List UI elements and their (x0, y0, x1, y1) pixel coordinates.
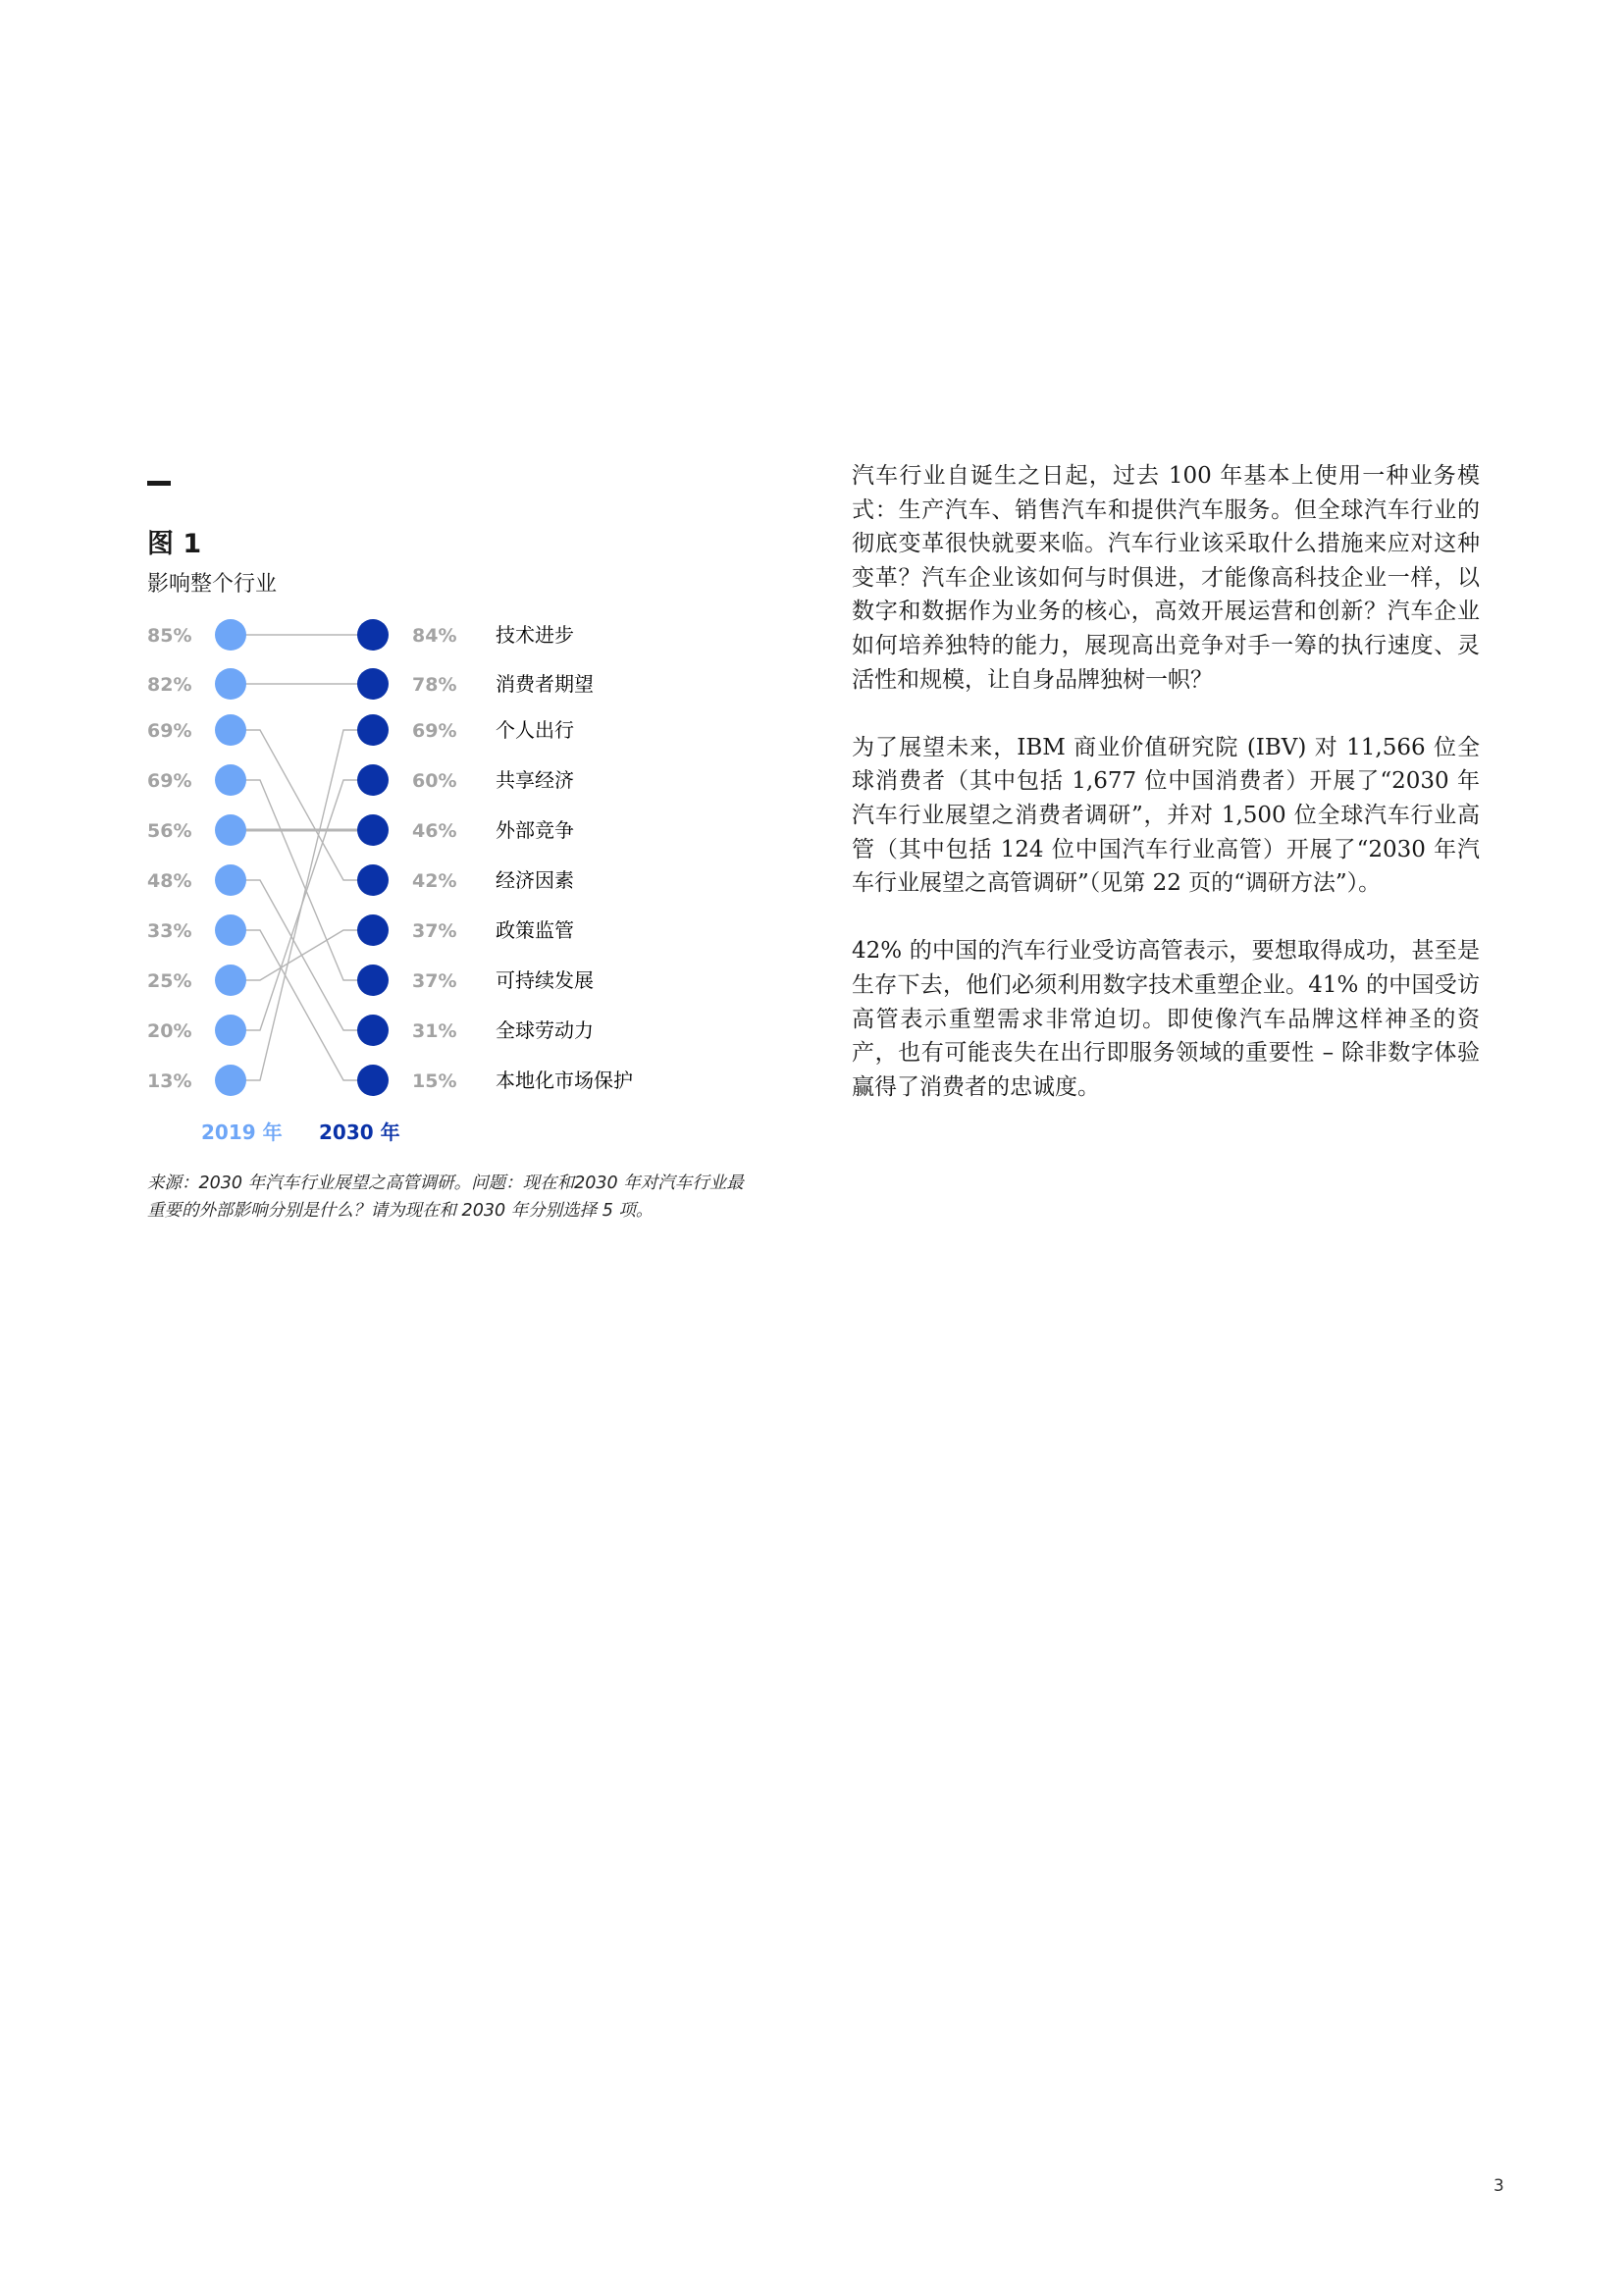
dot-2030 (357, 965, 389, 996)
factor-label: 消费者期望 (496, 672, 594, 696)
dot-2030 (357, 1065, 389, 1096)
value-2030: 84% (412, 625, 457, 647)
value-2019: 85% (147, 625, 192, 647)
dot-2030 (357, 864, 389, 896)
page-number: 3 (1493, 2176, 1504, 2196)
factor-label: 经济因素 (496, 868, 574, 892)
value-2030: 42% (412, 870, 457, 892)
dot-2019 (215, 914, 246, 946)
source-note: 来源：2030 年汽车行业展望之高管调研。问题：现在和2030 年对汽车行业最重要的外部影响分别是什么？请为现在和 2030 年分别选择 5 项。 (147, 1174, 744, 1221)
value-2030: 37% (412, 920, 457, 942)
dot-2019 (215, 864, 246, 896)
value-2019: 69% (147, 720, 192, 742)
figure-subtitle: 影响整个行业 (147, 572, 278, 597)
value-2030: 31% (412, 1020, 457, 1042)
dot-2019 (215, 1015, 246, 1046)
factor-label: 共享经济 (496, 768, 574, 792)
value-2030: 15% (412, 1070, 457, 1092)
value-2030: 37% (412, 970, 457, 992)
dot-2030 (357, 1015, 389, 1046)
factor-label: 政策监管 (496, 918, 574, 942)
dot-2019 (215, 1065, 246, 1096)
body-text-column (852, 459, 1480, 1138)
dot-2019 (215, 764, 246, 796)
paragraph-1: 汽车行业自诞生之日起，过去 100 年基本上使用一种业务模式：生产汽车、销售汽车和提供汽车服务。但全球汽车行业的彻底变革很快就要来临。汽车行业该采取什么措施来应对这种变革？汽车企业该如何与时俱进，才能像高科技企业一样，以数字和数据作为业务的核心，高效开展运营和创新？汽车企业如何培养独特的能力，展现高出竞争对手一筹的执行速度、灵活性和规模，让自身品牌独树一帜？ (852, 463, 1480, 693)
factor-label: 本地化市场保护 (496, 1069, 633, 1092)
connector-line (231, 930, 373, 1080)
value-2019: 25% (147, 970, 192, 992)
factor-label: 可持续发展 (496, 968, 594, 992)
connector-line (231, 730, 373, 1080)
value-2030: 60% (412, 770, 457, 792)
value-2030: 69% (412, 720, 457, 742)
value-2019: 56% (147, 820, 192, 842)
value-2019: 48% (147, 870, 192, 892)
dot-2019 (215, 619, 246, 651)
dot-2030 (357, 914, 389, 946)
dot-2030 (357, 714, 389, 746)
factor-label: 外部竞争 (496, 818, 574, 842)
dot-2030 (357, 814, 389, 846)
legend-2030: 2030 年 (319, 1121, 400, 1144)
dot-2019 (215, 965, 246, 996)
dot-2019 (215, 714, 246, 746)
chart-dots (215, 619, 389, 1096)
value-2030: 78% (412, 674, 457, 696)
value-2019: 13% (147, 1070, 192, 1092)
dot-2030 (357, 619, 389, 651)
value-2030: 46% (412, 820, 457, 842)
value-2019: 20% (147, 1020, 192, 1042)
legend-2019: 2019 年 (201, 1121, 283, 1144)
value-2019: 82% (147, 674, 192, 696)
figure-title: 图 1 (147, 529, 202, 559)
paragraph-2: 为了展望未来，IBM 商业价值研究院 (IBV) 对 11,566 位全球消费者（其中包括 1,677 位中国消费者）开展了“2030 年汽车行业展望之消费者调研”，并对 1,500 位全球汽车行业高管（其中包括 124 位中国汽车行业高管）开展了“2030 年汽车行业展望之高管调研”（见第 22 页的“调研方法”）。 (852, 734, 1480, 897)
value-2019: 69% (147, 770, 192, 792)
slope-chart (0, 0, 785, 1276)
dot-2019 (215, 668, 246, 700)
dot-2030 (357, 764, 389, 796)
dot-2019 (215, 814, 246, 846)
connector-line (231, 730, 373, 880)
factor-label: 个人出行 (496, 718, 574, 742)
factor-label: 全球劳动力 (496, 1018, 594, 1042)
connector-line (231, 930, 373, 980)
dot-2030 (357, 668, 389, 700)
value-2019: 33% (147, 920, 192, 942)
paragraph-3: 42% 的中国的汽车行业受访高管表示，要想取得成功，甚至是生存下去，他们必须利用数字技术重塑企业。41% 的中国受访高管表示重塑需求非常迫切。即使像汽车品牌这样神圣的资产，也有可能丧失在出行即服务领域的重要性 – 除非数字体验赢得了消费者的忠诚度。 (852, 938, 1480, 1100)
connector-lines (231, 635, 373, 1080)
factor-label: 技术进步 (496, 623, 574, 647)
